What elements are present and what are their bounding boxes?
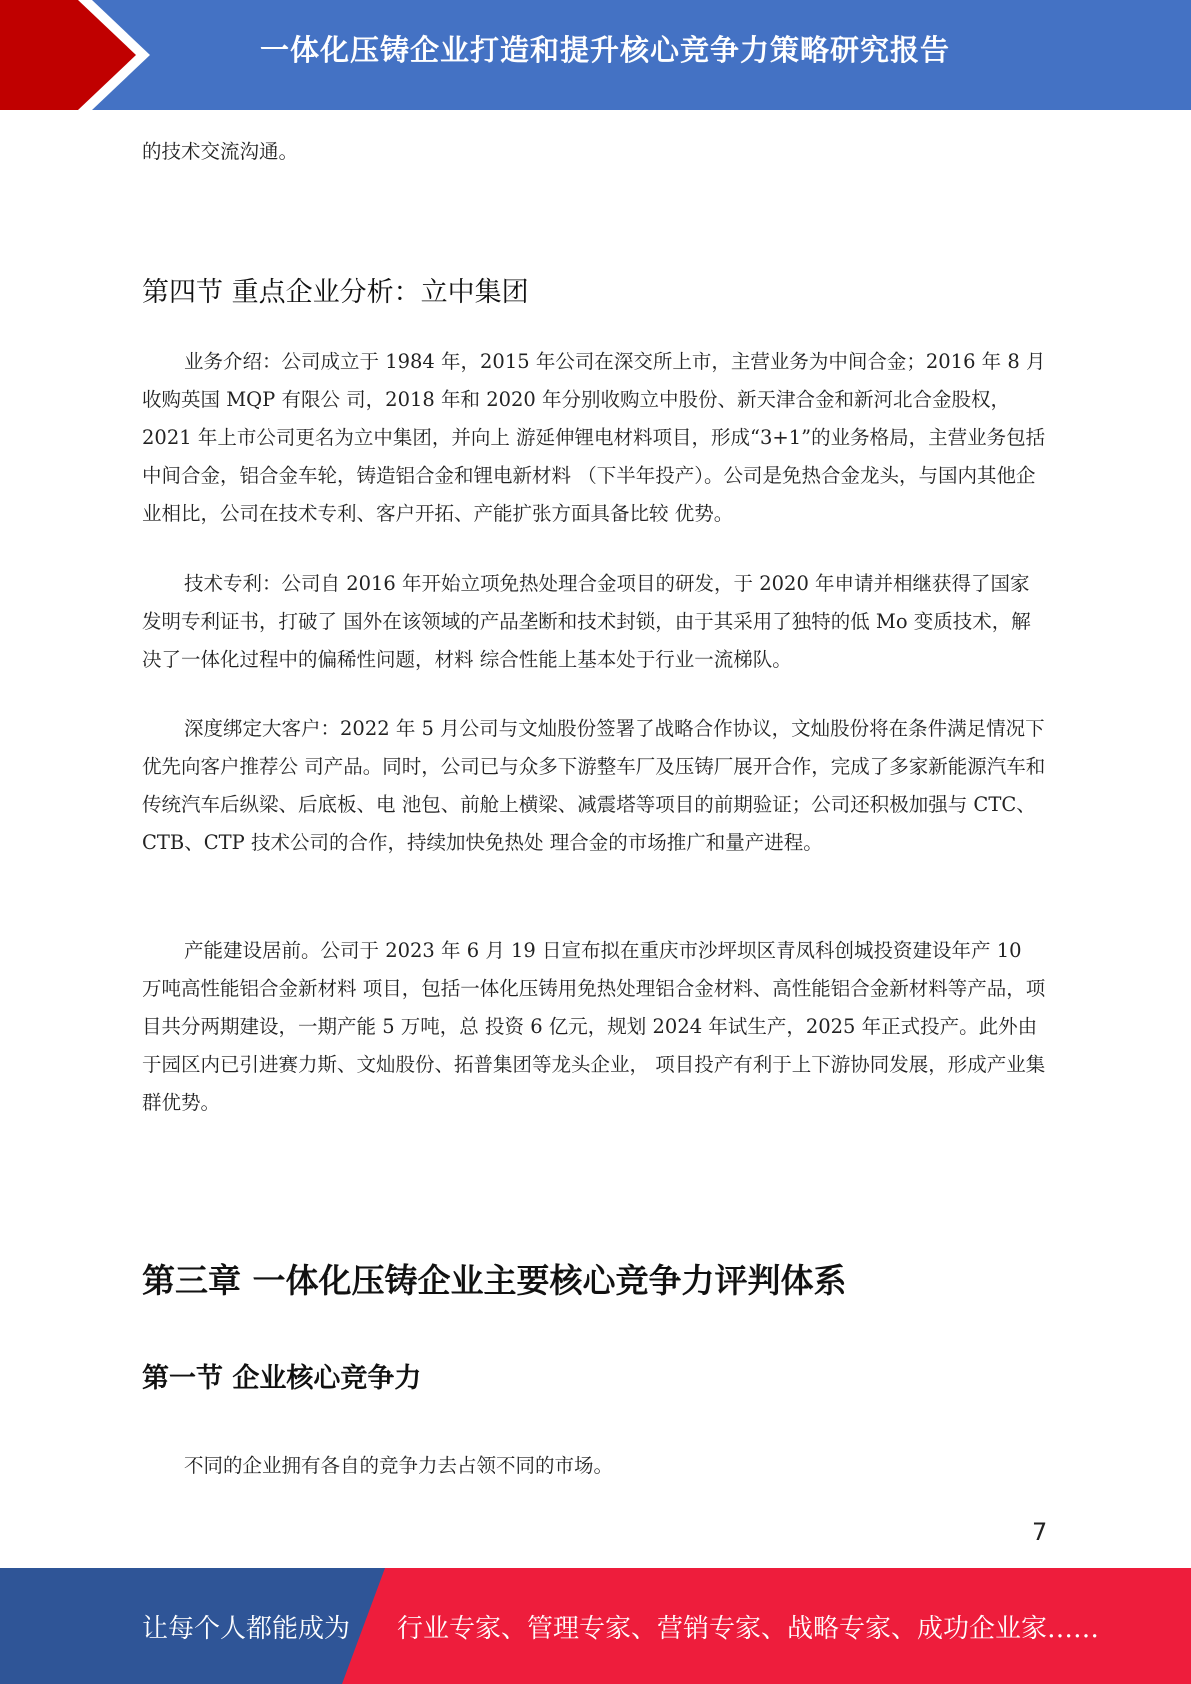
page-number: 7 <box>1032 1518 1048 1546</box>
chapter-3-title: 第三章 一体化压铸企业主要核心竞争力评判体系 <box>142 1261 847 1300</box>
paragraph-core-competence: 不同的企业拥有各自的竞争力去占领不同的市场。 <box>184 1454 614 1477</box>
page-footer <box>0 1568 1191 1684</box>
footer-slogan-right: 行业专家、管理专家、营销专家、战略专家、成功企业家…… <box>397 1614 1100 1644</box>
footer-slogan-left: 让每个人都能成为 <box>142 1614 351 1644</box>
header-arrow-icon <box>0 0 160 110</box>
report-title: 一体化压铸企业打造和提升核心竞争力策略研究报告 <box>260 33 951 67</box>
paragraph-tech-patents: 技术专利：公司自 2016 年开始立项免热处理合金项目的研发，于 2020 年申请并相继获得了国家发明专利证书，打破了 国外在该领域的产品垄断和技术封锁，由于其采用了独特的低 Mo 变质技术，解决了一体化过程中的偏稀性问题，材料 综合性能上基本处于行业一流梯队。 <box>142 572 1031 671</box>
section-4-title: 第四节 重点企业分析：立中集团 <box>142 277 529 308</box>
page-header <box>0 0 1191 110</box>
paragraph-key-customers: 深度绑定大客户：2022 年 5 月公司与文灿股份签署了战略合作协议，文灿股份将在条件满足情况下优先向客户推荐公 司产品。同时，公司已与众多下游整车厂及压铸厂展开合作，完成了多家新能源汽车和传统汽车后纵梁、后底板、电 池包、前舱上横梁、减震塔等项目的前期验证；公司还积极加强与 CTC、CTB、CTP 技术公司的合作，持续加快免热处 理合金的市场推广和量产进程。 <box>142 717 1046 854</box>
intro-line: 的技术交流沟通。 <box>142 140 299 163</box>
paragraph-business-intro: 业务介绍：公司成立于 1984 年，2015 年公司在深交所上市，主营业务为中间合金；2016 年 8 月收购英国 MQP 有限公 司，2018 年和 2020 年分别收购立中股份、新天津合金和新河北合金股权，2021 年上市公司更名为立中集团，并向上 游延伸锂电材料项目，形成“3+1”的业务格局，主营业务包括中间合金，铝合金车轮，铸造铝合金和锂电新材料 （下半年投产）。公司是免热合金龙头，与国内其他企业相比，公司在技术专利、客户开拓、产能扩张方面具备比较 优势。 <box>142 350 1046 525</box>
chapter-3-section-1-title: 第一节 企业核心竞争力 <box>142 1363 422 1394</box>
paragraph-capacity: 产能建设居前。公司于 2023 年 6 月 19 日宣布拟在重庆市沙坪坝区青凤科创城投资建设年产 10 万吨高性能铝合金新材料 项目，包括一体化压铸用免热处理铝合金材料、高性能铝合金新材料等产品，项目共分两期建设，一期产能 5 万吨，总 投资 6 亿元，规划 2024 年试生产，2025 年正式投产。此外由于园区内已引进赛力斯、文灿股份、拓普集团等龙头企业， 项目投产有利于上下游协同发展，形成产业集群优势。 <box>142 939 1046 1114</box>
